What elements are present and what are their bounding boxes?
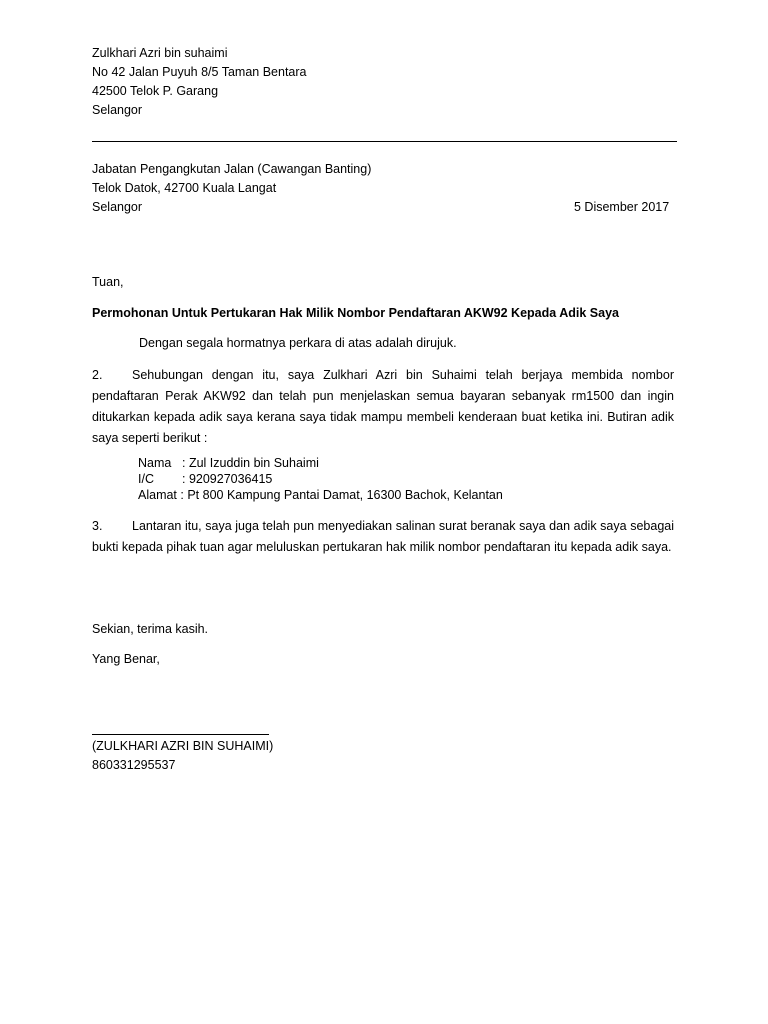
detail-address-value: : Pt 800 Kampung Pantai Damat, 16300 Bachok, Kelantan: [180, 488, 503, 502]
opening-sentence: Dengan segala hormatnya perkara di atas adalah dirujuk.: [139, 336, 457, 350]
detail-address-label: Alamat: [138, 488, 177, 502]
recipient-state: Selangor: [92, 200, 143, 214]
sender-name: Zulkhari Azri bin suhaimi: [92, 46, 228, 60]
paragraph-3: [92, 516, 674, 558]
paragraph-3-number: 3.: [92, 519, 103, 533]
closing-line: Sekian, terima kasih.: [92, 622, 209, 636]
recipient-line1: Jabatan Pengangkutan Jalan (Cawangan Banting): [92, 162, 372, 176]
detail-name-value: : Zul Izuddin bin Suhaimi: [182, 456, 319, 470]
paragraph-2-text: Sehubungan dengan itu, saya Zulkhari Azri bin Suhaimi telah berjaya membida nombor pendaftaran Perak AKW92 dan telah pun menjelaskan semua bayaran sebanyak rm1500 dan ingin ditukarkan kepada adik saya kerana saya tidak mampu membeli kenderaan buat ketika ini. Butiran adik saya seperti berikut :: [92, 368, 674, 445]
detail-name-label: Nama: [138, 456, 172, 470]
sender-state: Selangor: [92, 103, 143, 117]
sender-address-line2: 42500 Telok P. Garang: [92, 84, 219, 98]
detail-ic-value: : 920927036415: [182, 472, 273, 486]
signoff: Yang Benar,: [92, 652, 160, 666]
recipient-line2: Telok Datok, 42700 Kuala Langat: [92, 181, 277, 195]
salutation: Tuan,: [92, 275, 124, 289]
subject-line: Permohonan Untuk Pertukaran Hak Milik Nombor Pendaftaran AKW92 Kepada Adik Saya: [92, 306, 619, 320]
paragraph-2: [92, 365, 674, 449]
paragraph-3-text: Lantaran itu, saya juga telah pun menyediakan salinan surat beranak saya dan adik saya sebagai bukti kepada pihak tuan agar meluluskan pertukaran hak milik nombor pendaftaran itu kepada adik saya.: [92, 519, 674, 554]
detail-name-row: [138, 455, 319, 472]
signature-line: [92, 734, 269, 735]
detail-ic-label: I/C: [138, 472, 154, 486]
signatory-ic: 860331295537: [92, 758, 176, 772]
sender-address-line1: No 42 Jalan Puyuh 8/5 Taman Bentara: [92, 65, 307, 79]
signatory-name: (ZULKHARI AZRI BIN SUHAIMI): [92, 739, 274, 753]
paragraph-2-number: 2.: [92, 368, 103, 382]
header-divider: [92, 141, 677, 142]
letter-date: 5 Disember 2017: [574, 200, 670, 214]
detail-address-row: [138, 487, 503, 504]
detail-ic-row: [138, 471, 272, 488]
